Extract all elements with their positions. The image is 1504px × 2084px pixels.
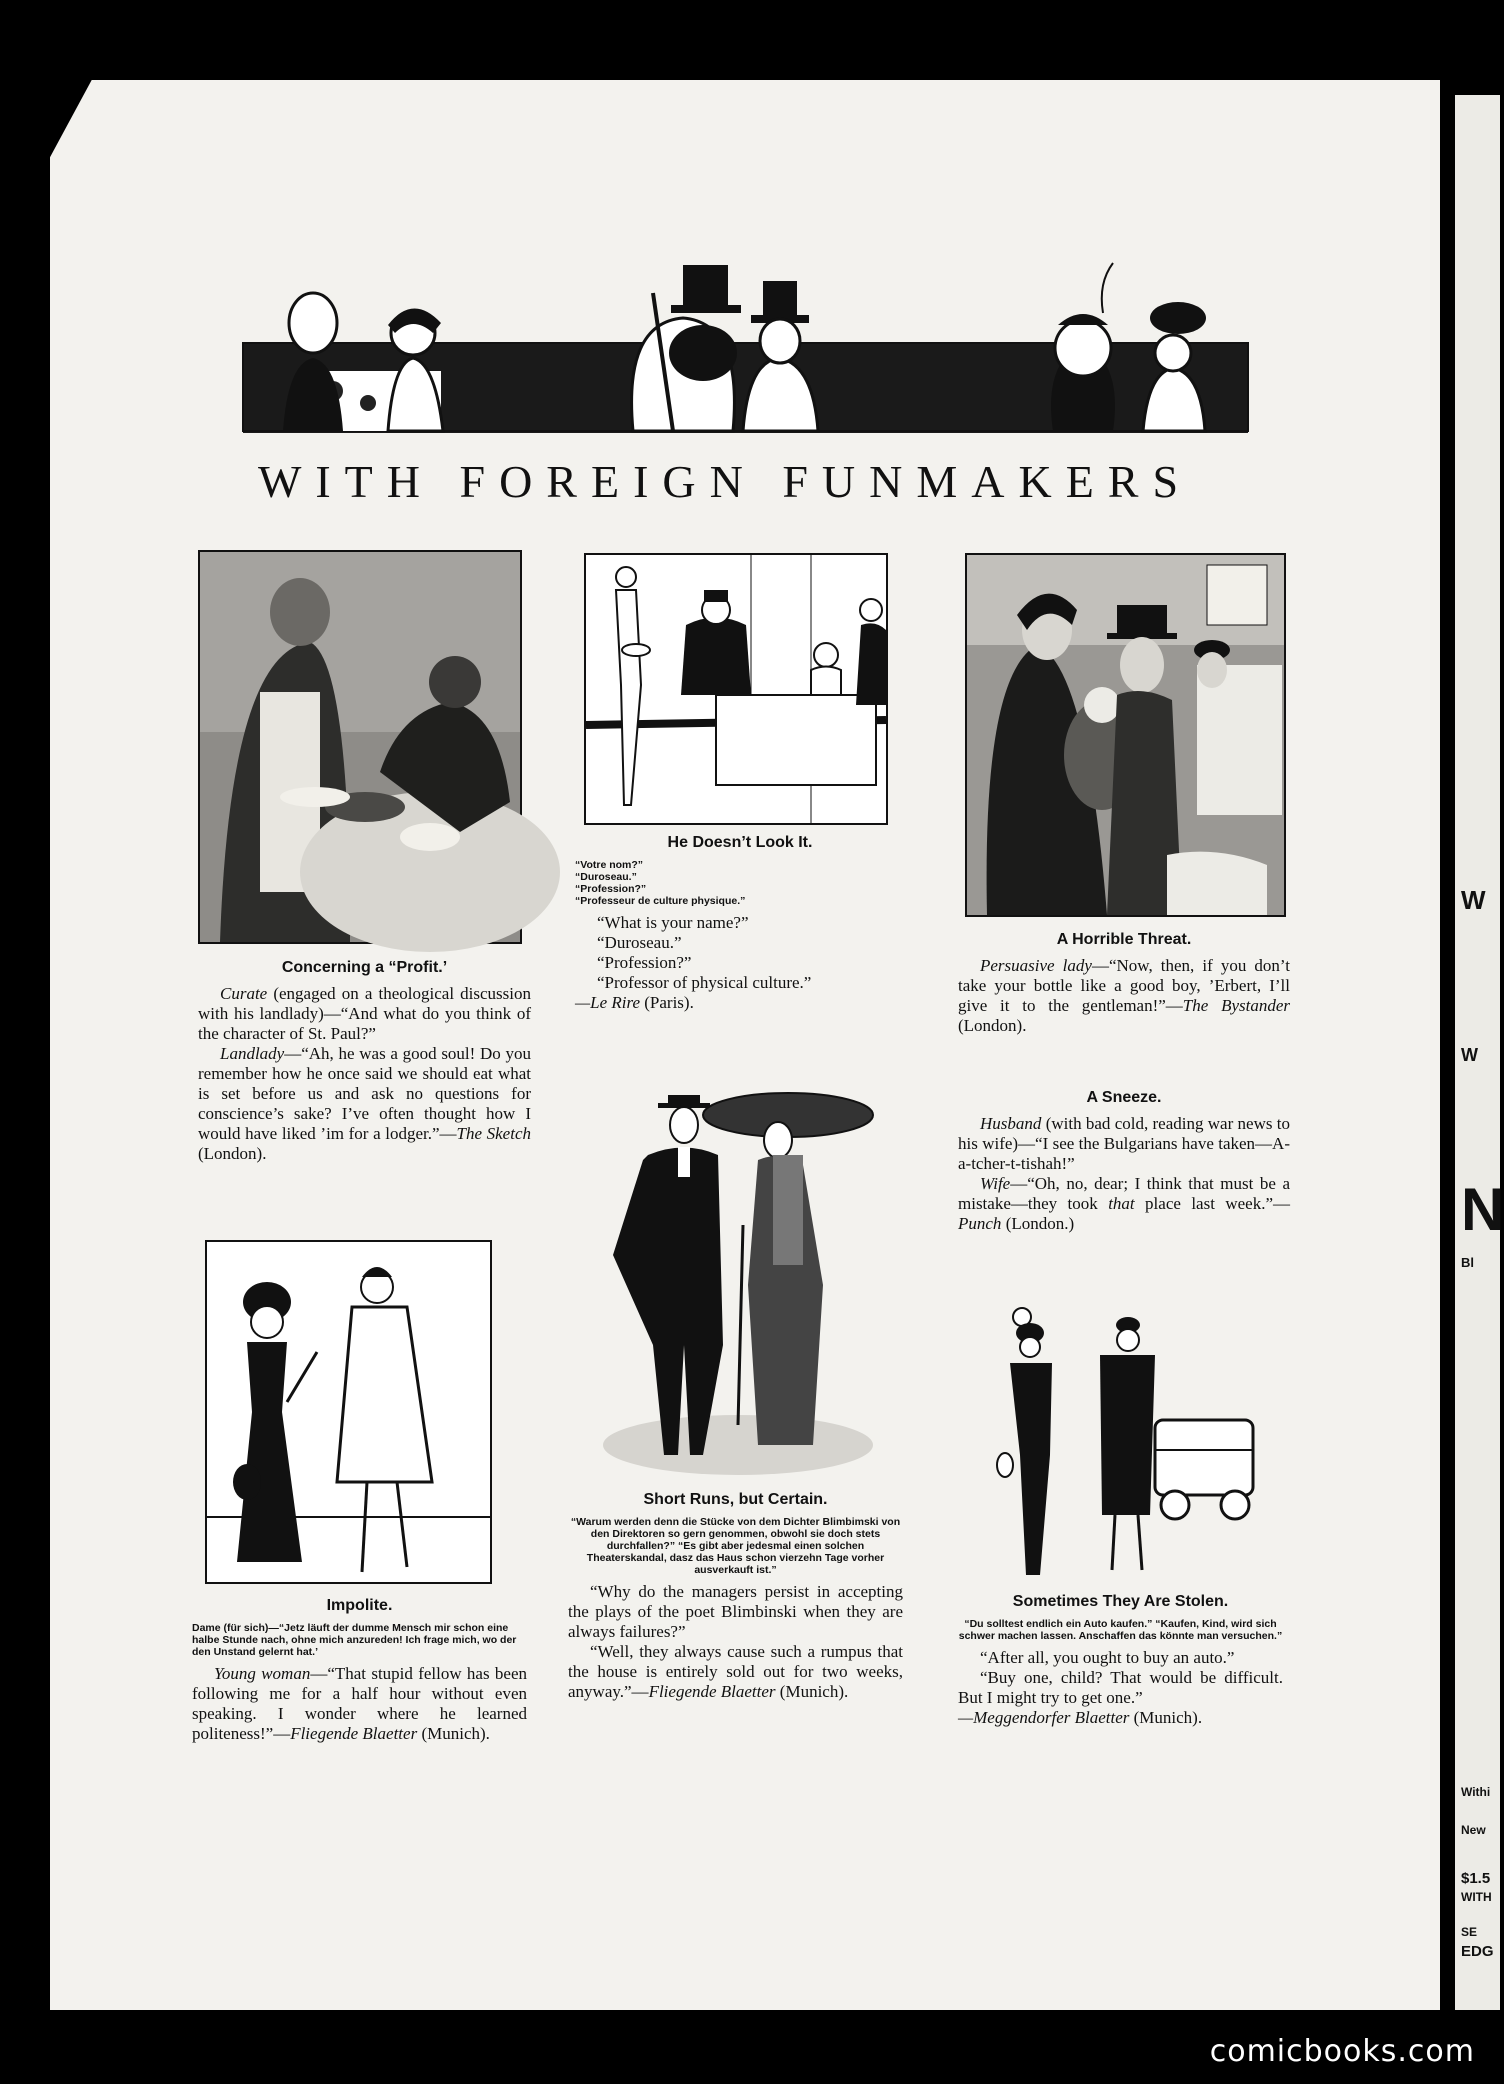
next-page-fragment: New	[1461, 1823, 1486, 1837]
source-publication: —Meggendorfer Blaetter	[958, 1708, 1130, 1727]
joke-paragraph	[958, 1114, 1290, 1174]
source-publication: The Sketch	[456, 1124, 531, 1143]
joke-text: —“Now, then, if you don’t take your bottle like a good boy, ’Erbert, I’ll give it to the gentleman!”—	[958, 956, 1291, 1015]
emphasis-text: that	[1108, 1194, 1135, 1213]
original-line: “Votre nom?”	[575, 859, 644, 871]
joke-attribution	[958, 1708, 1283, 1728]
joke-title: Sometimes They Are Stolen.	[1012, 1593, 1229, 1610]
joke-title: Short Runs, but Certain.	[643, 1491, 828, 1508]
couple-and-automobile-illustration	[990, 1305, 1255, 1580]
joke-attribution	[575, 993, 905, 1013]
joke-text: (engaged on a theological discussion with his landlady)—“And what do you think of the character of St. Paul?”	[198, 984, 531, 1043]
source-place: (Munich).	[775, 1682, 849, 1701]
landlady-serving-curate-illustration	[198, 550, 522, 944]
original-line: “Profession?”	[575, 883, 647, 895]
joke-line: “What is your name?”	[597, 913, 749, 932]
speaker-label: Wife	[980, 1174, 1011, 1193]
joke-line: “Profession?”	[597, 953, 692, 972]
joke-a-horrible-threat	[958, 930, 1290, 1036]
original-language-text: Dame (für sich)—“Jetz läuft der dumme Mensch mir schon eine halbe Stunde nach, ohne mich anzureden! Ich frage mich, wo der den Unstand gelernt hat.’	[192, 1622, 517, 1658]
next-page-fragment: N	[1461, 1176, 1504, 1243]
next-page-fragment: W	[1461, 1045, 1478, 1065]
original-language-text	[575, 859, 905, 907]
joke-text: —“Oh, no, dear; I think that must be a mistake—they took	[958, 1174, 1290, 1213]
source-place: (London.)	[1001, 1214, 1075, 1233]
source-place: (Munich).	[417, 1724, 490, 1743]
joke-he-doesnt-look-it	[575, 833, 905, 1013]
source-publication: Fliegende Blaetter	[290, 1724, 418, 1743]
source-place: (Paris).	[640, 993, 694, 1012]
original-language-text: “Du solltest endlich ein Auto kaufen.” “Kaufen, Kind, wird sich schwer machen lassen. Anschaffen das könnte man versuchen.”	[958, 1618, 1283, 1642]
joke-paragraph: “Buy one, child? That would be difficult. But I might try to get one.”	[958, 1668, 1283, 1707]
next-page-fragment: EDG	[1461, 1943, 1494, 1960]
source-place: (London).	[198, 1144, 267, 1163]
page-title: WITH FOREIGN FUNMAKERS	[257, 456, 1193, 507]
joke-title: Concerning a “Profit.’	[281, 959, 448, 976]
joke-a-sneeze	[958, 1088, 1290, 1234]
joke-text: —“Ah, he was a good soul! Do you remember how he once said we should eat what is set before us and ask no questions for conscience’s sake? I’ve often thought how I would have liked ’im for a lodger.”—	[198, 1044, 531, 1143]
source-place: (Munich).	[1129, 1708, 1203, 1727]
source-publication: Punch	[958, 1214, 1002, 1233]
speaker-label: Persuasive lady	[980, 956, 1092, 975]
joke-text: “Well, they always cause such a rumpus that the house is entirely sold out for two weeks, anyway.”—	[568, 1642, 903, 1701]
joke-line: “Duroseau.”	[597, 933, 682, 952]
thin-man-police-station-illustration	[584, 553, 888, 825]
original-line: “Duroseau.”	[575, 871, 637, 883]
joke-title: A Sneeze.	[1086, 1089, 1162, 1106]
joke-impolite	[192, 1596, 527, 1744]
joke-title: He Doesn’t Look It.	[667, 834, 813, 851]
next-page-fragment: Withi	[1461, 1785, 1491, 1799]
joke-paragraph	[192, 1664, 527, 1744]
joke-paragraph	[198, 984, 531, 1044]
next-page-fragment: WITH	[1461, 1890, 1492, 1904]
joke-text: —“That stupid fellow has been following me for a half hour without even speaking. I wonder where he learned politeness!”—	[192, 1664, 527, 1743]
next-page-fragment: SE	[1461, 1925, 1478, 1939]
speaker-label: Curate	[220, 984, 268, 1003]
adjacent-page-edge	[1455, 95, 1504, 2010]
joke-paragraph	[958, 1174, 1290, 1234]
joke-paragraph	[568, 1642, 903, 1702]
couple-promenade-illustration	[598, 1085, 873, 1480]
original-language-text: “Warum werden denn die Stücke von dem Dichter Blimbimski von den Direktoren so gern genommen, obwohl sie doch stets durchfallen?” “Es gibt aber jedesmal einen solchen Theaterskandal, dasz das Haus schon vierzehn Tage vorher ausverkauft ist.”	[570, 1516, 901, 1576]
lady-with-child-on-train-illustration	[965, 553, 1286, 917]
joke-line: “Professor of physical culture.”	[597, 973, 812, 992]
banner-caricatures-illustration	[243, 263, 1248, 433]
joke-text: (with bad cold, reading war news to his wife)—“I see the Bulgarians have taken—A-a-tcher-t-tishah!”	[958, 1114, 1290, 1173]
source-publication: Fliegende Blaetter	[648, 1682, 776, 1701]
woman-followed-by-man-illustration	[205, 1240, 492, 1584]
speaker-label: Husband	[980, 1114, 1042, 1133]
joke-text: place last week.”—	[1134, 1194, 1290, 1213]
joke-sometimes-they-are-stolen	[958, 1592, 1283, 1728]
joke-paragraph: “Why do the managers persist in accepting the plays of the poet Blimbinski when they are always failures?”	[568, 1582, 903, 1641]
joke-paragraph: “After all, you ought to buy an auto.”	[980, 1648, 1235, 1667]
speaker-label: Landlady	[220, 1044, 285, 1063]
source-publication: —Le Rire	[575, 993, 641, 1012]
next-page-fragment: $1.5	[1461, 1870, 1491, 1887]
source-publication: The Bystander	[1182, 996, 1290, 1015]
site-watermark: comicbooks.com	[1209, 2034, 1475, 2069]
next-page-fragment: W	[1461, 885, 1486, 915]
joke-concerning-a-profit	[198, 958, 531, 1164]
joke-title: Impolite.	[326, 1597, 393, 1614]
joke-title: A Horrible Threat.	[1056, 931, 1192, 948]
next-page-fragment: Bl	[1461, 1255, 1474, 1270]
joke-short-runs	[568, 1490, 903, 1702]
speaker-label: Young woman	[214, 1664, 311, 1683]
original-line: “Professeur de culture physique.”	[575, 895, 746, 907]
joke-paragraph	[198, 1044, 531, 1164]
joke-paragraph	[958, 956, 1290, 1036]
source-place: (London).	[958, 1016, 1027, 1035]
